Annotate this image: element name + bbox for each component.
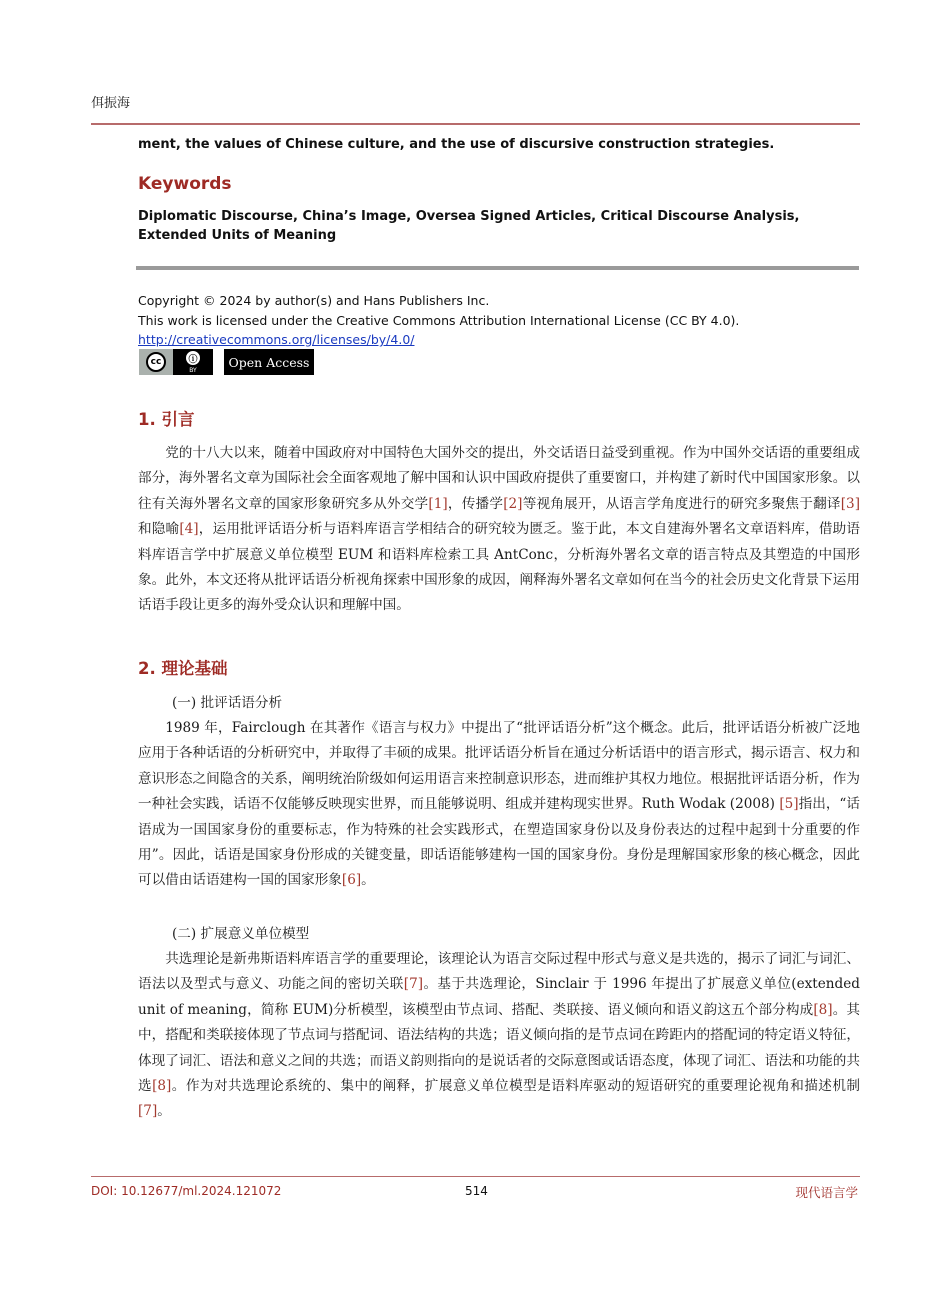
- attribution-icon: ⓘ: [185, 350, 201, 366]
- page-number: 514: [465, 1184, 488, 1198]
- header-rule: [91, 123, 860, 125]
- section-divider: [136, 266, 859, 270]
- paragraph-text: 。: [157, 1103, 171, 1120]
- paragraph-text: 。: [361, 872, 375, 889]
- eum-paragraph: [138, 947, 860, 1125]
- open-access-badge[interactable]: Open Access: [224, 349, 314, 375]
- abstract-tail-text: ment, the values of Chinese culture, and the use of discursive construction strategies.: [138, 137, 775, 152]
- citation-ref[interactable]: [7]: [403, 976, 424, 993]
- citation-ref[interactable]: [8]: [813, 1001, 833, 1018]
- running-header-author: 佴振海: [91, 96, 131, 111]
- paragraph-text: 。基于共选理论，Sinclair 于 1996 年提出了扩展意义单位(extended unit of meaning，简称 EUM)分析模型，该模型由节点词、搭配、类联接、语义倾向和语义韵这五个部分构成: [138, 976, 861, 1018]
- keywords-list: [138, 207, 838, 245]
- paragraph-text: 指出，“话语成为一国国家身份的重要标志，作为特殊的社会实践形式，在塑造国家身份以及身份表达的过程中起到十分重要的作用”。因此，话语是国家身份形成的关键变量，即话语能够建构一国的国家身份。身份是理解国家形象的核心概念，因此可以借由话语建构一国的国家形象: [138, 796, 860, 889]
- by-label: BY: [189, 367, 197, 374]
- cc-icon: cc: [146, 352, 166, 372]
- citation-ref[interactable]: [5]: [779, 796, 799, 813]
- section-heading-theory: 2. 理论基础: [138, 659, 228, 678]
- subsection-title-cda: (一) 批评话语分析: [172, 695, 283, 711]
- paragraph-text: 共选理论是新弗斯语料库语言学的重要理论，该理论认为语言交际过程中形式与意义是共选的，揭示了词汇与词汇、语法以及型式与意义、功能之间的密切关联: [138, 951, 860, 993]
- cda-paragraph: [138, 716, 860, 894]
- citation-ref[interactable]: [4]: [179, 521, 199, 538]
- paragraph-text: 党的十八大以来，随着中国政府对中国特色大国外交的提出，外交话语日益受到重视。作为中国外交话语的重要组成部分，海外署名文章为国际社会全面客观地了解中国和认识中国政府提供了重要窗口，并构建了新时代中国国家形象。以往有关海外署名文章的国家形象研究多从外交学: [138, 445, 860, 512]
- paragraph-text: 等视角展开，从语言学角度进行的研究多聚焦于翻译: [522, 495, 841, 512]
- copyright-line: Copyright © 2024 by author(s) and Hans Publishers Inc.: [138, 293, 490, 308]
- license-statement: This work is licensed under the Creative Commons Attribution International License (CC BY 4.0).: [138, 312, 740, 328]
- footer-doi: DOI: 10.12677/ml.2024.121072: [91, 1184, 282, 1198]
- subsection-title-eum: (二) 扩展意义单位模型: [172, 926, 310, 942]
- citation-ref[interactable]: [1]: [428, 495, 448, 512]
- keywords-line: Extended Units of Meaning: [138, 228, 337, 243]
- license-block: [138, 291, 858, 350]
- keywords-line: Diplomatic Discourse, China’s Image, Oversea Signed Articles, Critical Discourse Analysis,: [138, 209, 800, 224]
- paragraph-text: 和隐喻: [138, 521, 180, 538]
- cc-by-badge[interactable]: [139, 349, 213, 375]
- license-link[interactable]: http://creativecommons.org/licenses/by/4.0/: [138, 332, 415, 347]
- paragraph-text: 1989 年，Fairclough 在其著作《语言与权力》中提出了“批评话语分析”这个概念。此后，批评话语分析被广泛地应用于各种话语的分析研究中，并取得了丰硕的成果。批评话语分析旨在通过分析话语中的语言形式，揭示语言、权力和意识形态之间隐含的关系，阐明统治阶级如何运用语言来控制意识形态，进而维护其权力地位。根据批评话语分析，作为一种社会实践，话语不仅能够反映现实世界，而且能够说明、组成并建构现实世界。Ruth Wodak (2008): [138, 720, 860, 813]
- citation-ref[interactable]: [3]: [840, 495, 861, 512]
- paragraph-text: ，传播学: [447, 495, 504, 512]
- paragraph-text: 。其中，搭配和类联接体现了节点词与搭配词、语法结构的共选；语义倾向指的是节点词在跨距内的搭配词的特定语义特征，体现了词汇、语法和意义之间的共选；而语义韵则指向的是说话者的交际意图或话语态度，体现了词汇、语法和功能的共选: [138, 1001, 861, 1095]
- keywords-heading: Keywords: [138, 174, 232, 194]
- footer-rule: [91, 1176, 860, 1177]
- citation-ref[interactable]: [8]: [152, 1078, 172, 1095]
- citation-ref[interactable]: [2]: [503, 495, 523, 512]
- citation-ref[interactable]: [7]: [138, 1103, 158, 1120]
- section-heading-introduction: 1. 引言: [138, 410, 195, 429]
- paragraph-text: ，运用批评话语分析与语料库语言学相结合的研究较为匮乏。鉴于此，本文自建海外署名文章语料库，借助语料库语言学中扩展意义单位模型 EUM 和语料库检索工具 AntConc，分析海外署名文章的语言特点及其塑造的中国形象。此外，本文还将从批评话语分析视角探索中国形象的成因，阐释海外署名文章如何在当今的社会历史文化背景下运用话语手段让更多的海外受众认识和理解中国。: [138, 521, 861, 614]
- citation-ref[interactable]: [6]: [341, 872, 362, 889]
- journal-name: 现代语言学: [795, 1185, 858, 1200]
- paragraph-text: 。作为对共选理论系统的、集中的阐释，扩展意义单位模型是语料库驱动的短语研究的重要理论视角和描述机制: [171, 1078, 861, 1095]
- intro-paragraph: [138, 441, 860, 619]
